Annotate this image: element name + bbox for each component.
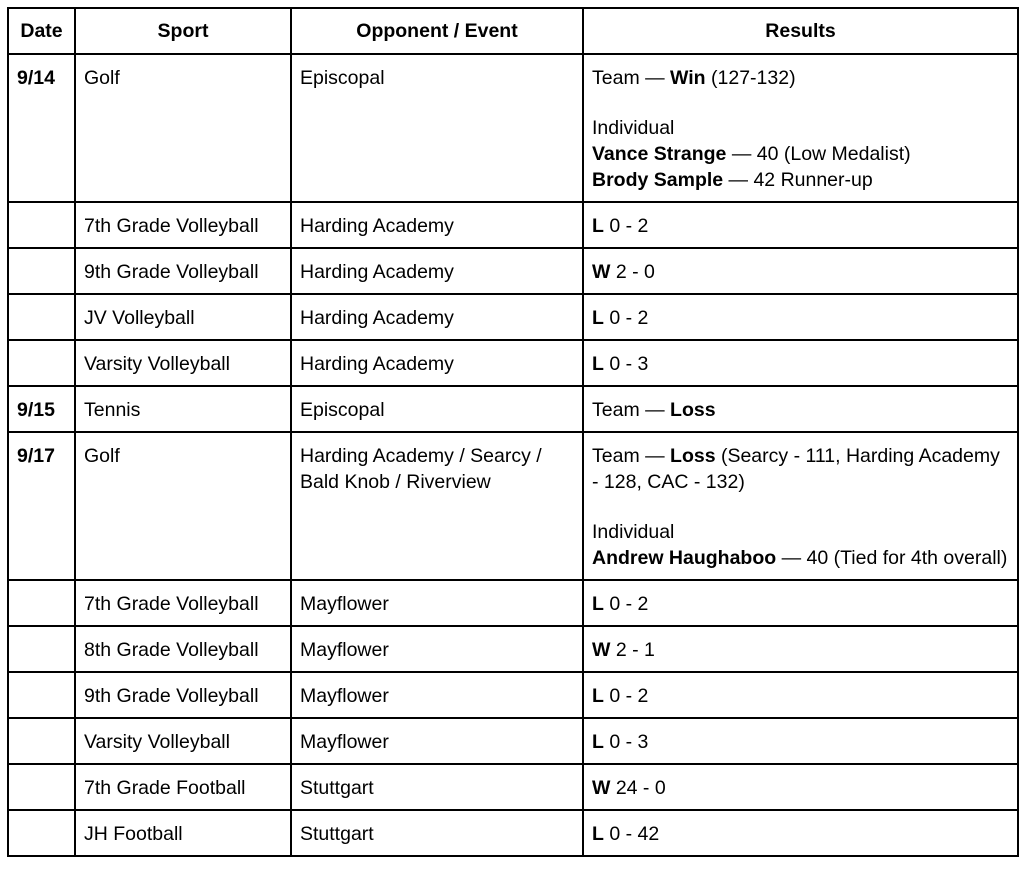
sport-cell: Tennis bbox=[75, 386, 291, 432]
table-row bbox=[8, 340, 1018, 386]
results-cell bbox=[583, 810, 1018, 856]
score: 2 - 0 bbox=[610, 261, 655, 283]
outcome: W bbox=[592, 639, 611, 661]
outcome: L bbox=[592, 353, 604, 375]
team-prefix: Team — bbox=[592, 67, 671, 89]
results-cell bbox=[583, 432, 1018, 580]
sport-cell: 7th Grade Volleyball bbox=[75, 202, 291, 248]
opponent-cell: Mayflower bbox=[291, 626, 583, 672]
sport-cell: 8th Grade Volleyball bbox=[75, 626, 291, 672]
team-result: Loss bbox=[670, 445, 716, 467]
results-cell bbox=[583, 386, 1018, 432]
player-detail: — 42 Runner-up bbox=[723, 169, 873, 191]
opponent-cell: Harding Academy / Searcy / Bald Knob / Riverview bbox=[291, 432, 583, 580]
player-detail: — 40 (Low Medalist) bbox=[726, 143, 911, 165]
date-cell bbox=[8, 718, 75, 764]
outcome: L bbox=[592, 685, 604, 707]
table-header bbox=[8, 8, 1018, 54]
opponent-cell: Mayflower bbox=[291, 580, 583, 626]
sport-cell: Golf bbox=[75, 432, 291, 580]
team-result-line bbox=[592, 443, 1009, 495]
results-table bbox=[7, 7, 1019, 857]
results-cell bbox=[583, 248, 1018, 294]
sport-cell: 7th Grade Football bbox=[75, 764, 291, 810]
header-opponent: Opponent / Event bbox=[291, 8, 583, 54]
sport-cell: Varsity Volleyball bbox=[75, 718, 291, 764]
header-date: Date bbox=[8, 8, 75, 54]
table-row bbox=[8, 672, 1018, 718]
opponent-cell: Mayflower bbox=[291, 718, 583, 764]
table-row bbox=[8, 386, 1018, 432]
results-cell bbox=[583, 580, 1018, 626]
date-cell bbox=[8, 580, 75, 626]
team-prefix: Team — bbox=[592, 399, 671, 421]
team-result-line bbox=[592, 65, 1009, 91]
opponent-cell: Harding Academy bbox=[291, 294, 583, 340]
outcome: L bbox=[592, 215, 604, 237]
date-cell bbox=[8, 294, 75, 340]
table-row bbox=[8, 718, 1018, 764]
table-body bbox=[8, 54, 1018, 856]
opponent-cell: Harding Academy bbox=[291, 248, 583, 294]
player-name: Vance Strange bbox=[592, 143, 727, 165]
team-detail: (Searcy - 111, Harding Academy - 128, CAC - 132) bbox=[592, 445, 1000, 493]
score: 0 - 2 bbox=[603, 593, 649, 615]
score: 0 - 2 bbox=[603, 685, 649, 707]
header-row bbox=[8, 8, 1018, 54]
team-prefix: Team — bbox=[592, 445, 671, 467]
score: 0 - 2 bbox=[603, 307, 649, 329]
sport-cell: 7th Grade Volleyball bbox=[75, 580, 291, 626]
score: 0 - 2 bbox=[603, 215, 649, 237]
opponent-cell: Harding Academy bbox=[291, 202, 583, 248]
outcome: L bbox=[592, 823, 604, 845]
individual-result bbox=[592, 167, 1009, 193]
table-row bbox=[8, 580, 1018, 626]
date-cell bbox=[8, 340, 75, 386]
table-row bbox=[8, 626, 1018, 672]
table-row bbox=[8, 810, 1018, 856]
date-cell bbox=[8, 672, 75, 718]
results-cell bbox=[583, 54, 1018, 202]
outcome: L bbox=[592, 307, 604, 329]
team-detail: (127-132) bbox=[705, 67, 796, 89]
outcome: W bbox=[592, 261, 611, 283]
team-result: Loss bbox=[670, 399, 716, 421]
date-cell: 9/17 bbox=[8, 432, 75, 580]
opponent-cell: Stuttgart bbox=[291, 810, 583, 856]
header-sport: Sport bbox=[75, 8, 291, 54]
sport-cell: 9th Grade Volleyball bbox=[75, 248, 291, 294]
sport-cell: Varsity Volleyball bbox=[75, 340, 291, 386]
individual-result bbox=[592, 141, 1009, 167]
outcome: W bbox=[592, 777, 611, 799]
spacer bbox=[592, 495, 1009, 519]
date-cell bbox=[8, 810, 75, 856]
results-cell bbox=[583, 672, 1018, 718]
results-cell bbox=[583, 202, 1018, 248]
team-result: Win bbox=[670, 67, 706, 89]
individual-label: Individual bbox=[592, 117, 675, 139]
score: 0 - 3 bbox=[603, 731, 649, 753]
results-cell bbox=[583, 294, 1018, 340]
table-row bbox=[8, 294, 1018, 340]
opponent-cell: Harding Academy bbox=[291, 340, 583, 386]
opponent-cell: Episcopal bbox=[291, 386, 583, 432]
outcome: L bbox=[592, 731, 604, 753]
individual-result bbox=[592, 545, 1009, 571]
score: 0 - 42 bbox=[603, 823, 660, 845]
spacer bbox=[592, 91, 1009, 115]
date-cell bbox=[8, 202, 75, 248]
opponent-cell: Episcopal bbox=[291, 54, 583, 202]
player-name: Brody Sample bbox=[592, 169, 724, 191]
sport-cell: JH Football bbox=[75, 810, 291, 856]
individual-label: Individual bbox=[592, 521, 675, 543]
header-results: Results bbox=[583, 8, 1018, 54]
table-row bbox=[8, 202, 1018, 248]
table-row bbox=[8, 248, 1018, 294]
player-detail: — 40 (Tied for 4th overall) bbox=[776, 547, 1008, 569]
date-cell bbox=[8, 248, 75, 294]
date-cell bbox=[8, 764, 75, 810]
sport-cell: JV Volleyball bbox=[75, 294, 291, 340]
outcome: L bbox=[592, 593, 604, 615]
sport-cell: Golf bbox=[75, 54, 291, 202]
score: 0 - 3 bbox=[603, 353, 649, 375]
results-cell bbox=[583, 764, 1018, 810]
sport-cell: 9th Grade Volleyball bbox=[75, 672, 291, 718]
opponent-cell: Stuttgart bbox=[291, 764, 583, 810]
table-row bbox=[8, 764, 1018, 810]
date-cell: 9/14 bbox=[8, 54, 75, 202]
table-row bbox=[8, 54, 1018, 202]
score: 24 - 0 bbox=[610, 777, 666, 799]
score: 2 - 1 bbox=[610, 639, 655, 661]
player-name: Andrew Haughaboo bbox=[592, 547, 777, 569]
date-cell bbox=[8, 626, 75, 672]
opponent-cell: Mayflower bbox=[291, 672, 583, 718]
date-cell: 9/15 bbox=[8, 386, 75, 432]
results-cell bbox=[583, 718, 1018, 764]
results-cell bbox=[583, 626, 1018, 672]
results-cell bbox=[583, 340, 1018, 386]
table-row bbox=[8, 432, 1018, 580]
